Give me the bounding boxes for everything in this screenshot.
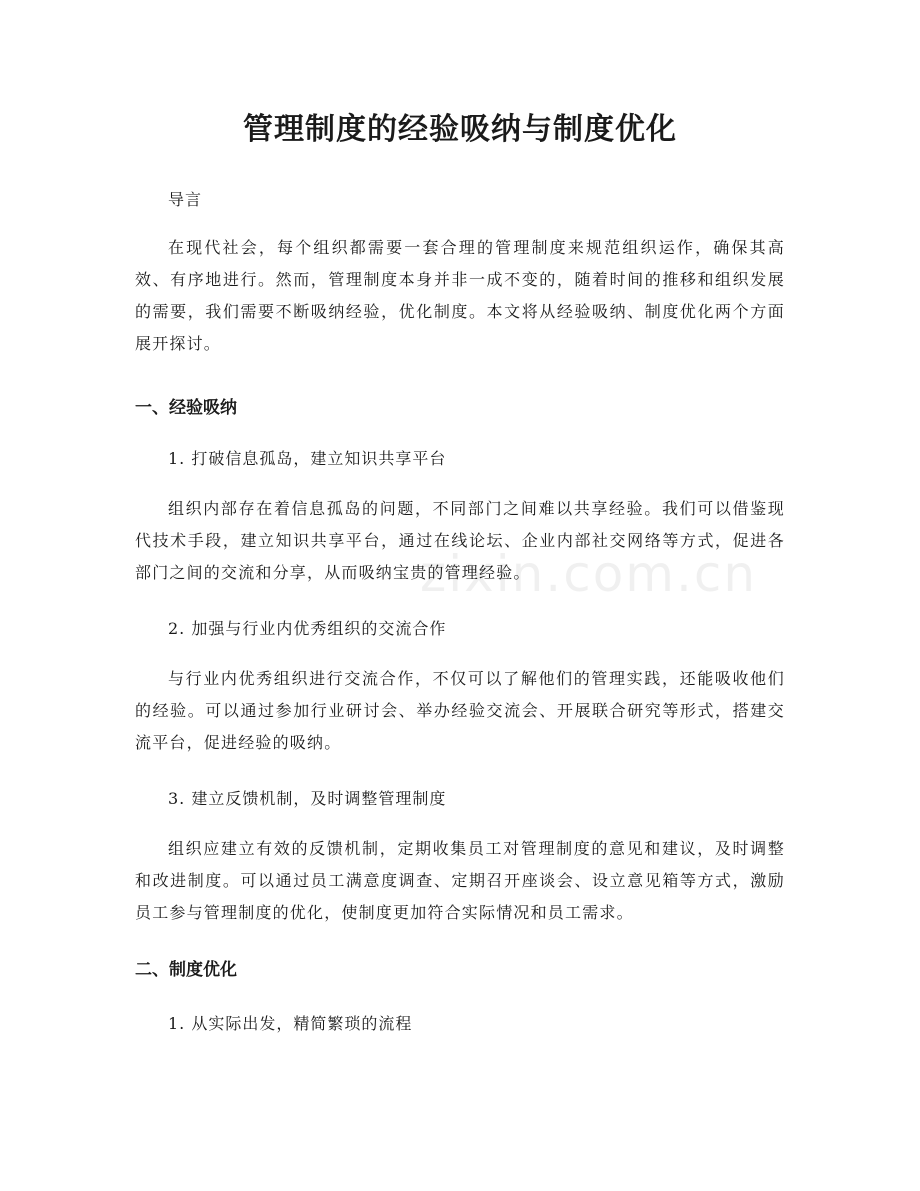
s2-item1-heading: 1. 从实际出发，精简繁琐的流程 [168,1014,413,1033]
s1-item2-heading: 2. 加强与行业内优秀组织的交流合作 [168,619,447,638]
s1-item1-paragraph: 组织内部存在着信息孤岛的问题，不同部门之间难以共享经验。我们可以借鉴现代技术手段，建立知识共享平台，通过在线论坛、企业内部社交网络等方式，促进各部门之间的交流和分享，从而吸纳宝贵的管理经验。 [135,499,785,582]
intro-heading: 导言 [168,190,203,209]
document-title: 管理制度的经验吸纳与制度优化 [243,112,677,147]
s1-item2-paragraph: 与行业内优秀组织进行交流合作，不仅可以了解他们的管理实践，还能吸收他们的经验。可以通过参加行业研讨会、举办经验交流会、开展联合研究等形式，搭建交流平台，促进经验的吸纳。 [135,669,785,752]
section-heading-optimization: 二、制度优化 [135,960,237,980]
s1-item3-heading: 3. 建立反馈机制，及时调整管理制度 [168,789,447,808]
s1-item3-paragraph: 组织应建立有效的反馈机制，定期收集员工对管理制度的意见和建议，及时调整和改进制度。可以通过员工满意度调查、定期召开座谈会、设立意见箱等方式，激励员工参与管理制度的优化，使制度更加符合实际情况和员工需求。 [135,839,785,922]
intro-paragraph: 在现代社会，每个组织都需要一套合理的管理制度来规范组织运作，确保其高效、有序地进行。然而，管理制度本身并非一成不变的，随着时间的推移和组织发展的需要，我们需要不断吸纳经验，优化制度。本文将从经验吸纳、制度优化两个方面展开探讨。 [135,238,785,353]
section-heading-experience: 一、经验吸纳 [135,398,237,418]
watermark-text: zixin.com.cn [420,545,758,603]
s1-item1-heading: 1. 打破信息孤岛，建立知识共享平台 [168,449,447,468]
